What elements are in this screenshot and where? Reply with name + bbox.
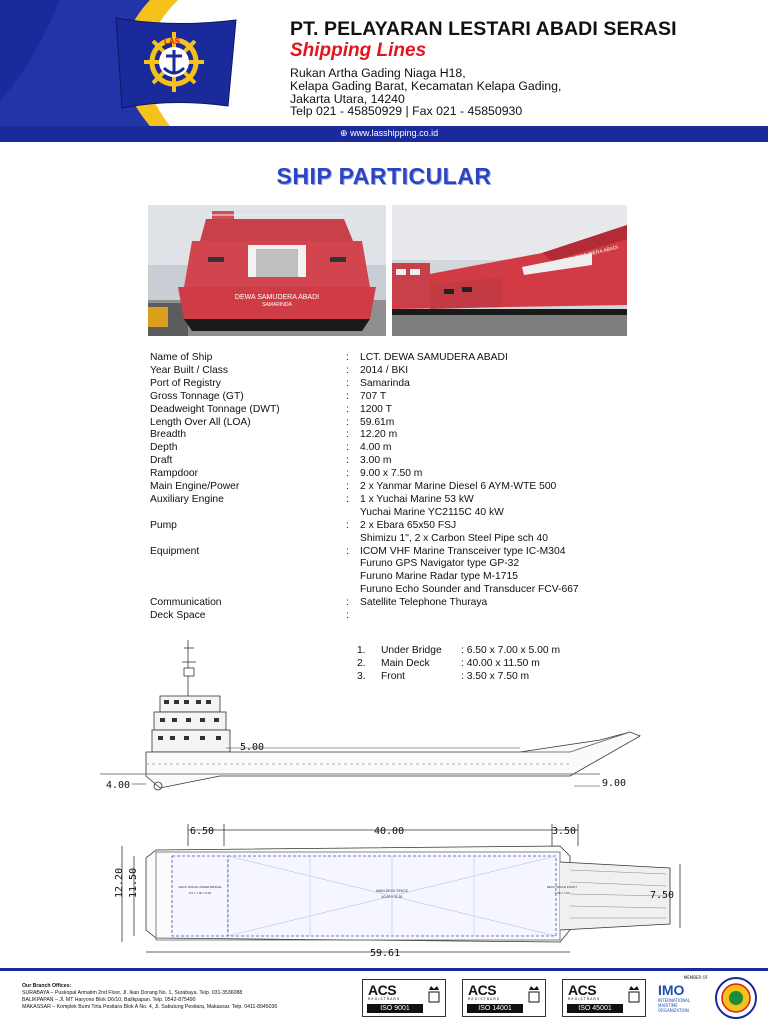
colon-separator: : xyxy=(346,597,349,609)
colon-separator: : xyxy=(346,390,349,402)
cert-iso: ISO 9001 xyxy=(367,1004,423,1013)
colon-separator: : xyxy=(346,442,349,454)
colon-separator: : xyxy=(346,377,349,389)
website-bar xyxy=(0,126,768,142)
ukas-crown-icon xyxy=(627,984,641,1006)
particular-value: LCT. DEWA SAMUDERA ABADI xyxy=(360,352,508,363)
cert-iso: ISO 45001 xyxy=(567,1004,623,1013)
ship-drawings xyxy=(100,636,700,966)
particular-label: Draft xyxy=(150,455,173,467)
cert-iso: ISO 14001 xyxy=(467,1004,523,1013)
particular-value: Furuno Echo Sounder and Transducer FCV-667 xyxy=(360,584,579,596)
branch-heading: Our Branch Offices: xyxy=(22,983,72,989)
colon-separator: : xyxy=(346,455,349,467)
svg-text:DEWA SAMUDERA ABADI: ABADI xyxy=(602,244,619,255)
particular-label: Pump xyxy=(150,519,177,531)
colon-separator: : xyxy=(346,493,349,505)
deck-space-label: Main Deck xyxy=(381,658,430,669)
imo-org-line-2: MARITIME xyxy=(658,1003,678,1008)
ukas-crown-icon xyxy=(527,984,541,1006)
company-flag-logo xyxy=(112,14,242,114)
address-line-2: Kelapa Gading Barat, Kecamatan Kelapa Gading, xyxy=(290,78,562,93)
particular-value: 2 x Ebara 65x50 FSJ xyxy=(360,519,457,531)
particular-label: Equipment xyxy=(150,545,200,557)
particular-label: Rampdoor xyxy=(150,468,199,480)
letterhead xyxy=(0,0,768,142)
painted-ship-name: DEWA SAMUDERA ABADI xyxy=(234,294,320,301)
dim-side-depth: 4.00 xyxy=(106,780,131,791)
deck-space-num: 2. xyxy=(357,658,366,669)
cert-badge-iso-45001 xyxy=(562,979,646,1017)
dim-plan-inner-breadth: 11.50 xyxy=(128,867,139,898)
particular-label: Deadweight Tonnage (DWT) xyxy=(150,403,280,415)
colon-separator: : xyxy=(346,545,349,557)
colon-separator: : xyxy=(346,610,349,621)
particular-label: Length Over All (LOA) xyxy=(150,416,251,428)
company-address xyxy=(290,67,677,118)
branch-makassar: MAKASSAR – Komplek Bumi Tirta Pesitara Blok A No. 4, Jl. Sabutung Pesitara, Makassar. Telp. 0411-8945036 xyxy=(22,1004,278,1010)
particular-value: ICOM VHF Marine Transceiver type IC-M304 xyxy=(360,545,566,557)
label-under-bridge: DECK SPACE UNDER BRIDGE xyxy=(178,885,222,889)
colon-separator: : xyxy=(346,352,349,363)
dim-side-height: 5.00 xyxy=(240,742,265,753)
dim-plan-front: 3.50 xyxy=(552,826,577,837)
colon-separator: : xyxy=(346,468,349,480)
footer-rule xyxy=(0,968,768,971)
cert-brand: ACS xyxy=(368,982,397,998)
particular-value: 3.00 m xyxy=(360,455,392,467)
ship-photo-bow xyxy=(392,205,627,336)
particular-value: 4.00 m xyxy=(360,442,392,454)
colon-separator: : xyxy=(346,519,349,531)
cert-brand: ACS xyxy=(468,982,497,998)
colon-separator: : xyxy=(346,403,349,415)
particular-value: 2 x Yanmar Marine Diesel 6 AYM-WTE 500 xyxy=(360,481,557,492)
particular-value: 12.20 m xyxy=(360,429,398,441)
cert-badge-iso-14001 xyxy=(462,979,546,1017)
branch-surabaya: SURABAYA – Puskopal Armatim 2nd Floor, Jl. Ikan Dorang No. 1, Surabaya. Telp. 031-3536088 xyxy=(22,990,243,996)
cert-brand: ACS xyxy=(568,982,597,998)
company-block xyxy=(290,18,677,118)
colon-separator: : xyxy=(346,364,349,376)
particular-value: Furuno Marine Radar type M-1715 xyxy=(360,571,518,583)
label-main-deck: MAIN DECK SPACE xyxy=(375,889,409,893)
particular-value: 2014 / BKI xyxy=(360,364,409,376)
page-title: SHIP PARTICULAR xyxy=(276,163,492,189)
dim-ramp-length: 9.00 xyxy=(602,778,627,789)
particular-label: Communication xyxy=(150,597,222,609)
branch-offices xyxy=(22,983,277,1011)
particular-label: Gross Tonnage (GT) xyxy=(150,390,244,402)
particular-value: Satellite Telephone Thuraya xyxy=(360,597,488,609)
cert-sub: REGISTRARS xyxy=(368,997,401,1001)
ministry-seal-icon xyxy=(714,976,758,1020)
particular-label: Auxiliary Engine xyxy=(150,493,224,505)
imo-logo-text: IMO xyxy=(658,982,685,998)
deck-space-value: : 3.50 x 7.50 m xyxy=(461,671,530,682)
cert-sub: REGISTRARS xyxy=(568,997,601,1001)
particular-label: Deck Space xyxy=(150,610,206,621)
globe-icon: ⊕ xyxy=(340,128,348,138)
particular-value: 1200 T xyxy=(360,403,392,415)
particular-label: Year Built / Class xyxy=(150,364,229,376)
particular-value: Furuno GPS Navigator type GP-32 xyxy=(360,558,520,570)
logo-text: LAS xyxy=(164,37,180,46)
imo-member-text: MEMBER OF xyxy=(683,975,708,980)
deck-space-value: : 40.00 x 11.50 m xyxy=(461,658,540,669)
particular-label: Name of Ship xyxy=(150,352,213,363)
ship-photo-stern xyxy=(148,205,386,336)
dim-plan-main-deck: 40.00 xyxy=(374,826,405,837)
colon-separator: : xyxy=(346,481,349,492)
particular-value: Yuchai Marine YC2115C 40 kW xyxy=(360,506,504,518)
particular-value: 707 T xyxy=(360,390,387,402)
deck-space-num: 3. xyxy=(357,671,366,682)
company-subtitle: Shipping Lines xyxy=(290,40,427,61)
particular-label: Main Engine/Power xyxy=(150,481,240,492)
particular-value: 1 x Yuchai Marine 53 kW xyxy=(360,493,474,505)
branch-balikpapan: BALIKPAPAN – Jl. MT Haryono Blok D6/10, Balikpapan. Telp. 0542-875490 xyxy=(22,997,196,1003)
imo-org-line-1: INTERNATIONAL xyxy=(658,998,691,1003)
side-profile xyxy=(100,640,640,790)
address-line-3: Jakarta Utara, 14240 xyxy=(290,91,405,106)
label-front-dim: 3.50 x 7.50 xyxy=(554,891,570,895)
label-under-bridge-dim: 6.5 x 7.00 x 5.00 xyxy=(188,891,212,895)
particular-value: Samarinda xyxy=(360,377,410,389)
cert-badge-iso-9001 xyxy=(362,979,446,1017)
deck-space-value: : 6.50 x 7.00 x 5.00 m xyxy=(461,645,561,656)
dim-plan-breadth: 12.20 xyxy=(114,867,125,898)
particular-value: 9.00 x 7.50 m xyxy=(360,468,423,480)
deck-space-label: Front xyxy=(381,671,406,682)
label-main-deck-dim: 40.00 x 11.50 xyxy=(381,895,403,899)
particular-label: Port of Registry xyxy=(150,377,221,389)
imo-member-logo xyxy=(658,975,708,1020)
colon-separator: : xyxy=(346,416,349,428)
particular-label: Breadth xyxy=(150,429,187,441)
particular-label: Depth xyxy=(150,442,178,454)
particular-value: Shimizu 1", 2 x Carbon Steel Pipe sch 40 xyxy=(360,532,548,544)
contact-line: Telp 021 - 45850929 | Fax 021 - 45850930 xyxy=(290,104,523,119)
dim-plan-ramp-width: 7.50 xyxy=(650,890,675,901)
particular-value: 59.61m xyxy=(360,416,395,428)
painted-port: SAMARINDA xyxy=(262,302,292,308)
label-front: DECK SPACE FRONT xyxy=(546,885,578,889)
company-name: PT. PELAYARAN LESTARI ABADI SERASI xyxy=(290,18,677,40)
cert-sub: REGISTRARS xyxy=(468,997,501,1001)
imo-org-line-3: ORGANIZATION xyxy=(658,1008,689,1013)
dim-plan-loa: 59.61 xyxy=(370,948,401,959)
dim-plan-under-bridge: 6.50 xyxy=(190,826,215,837)
deck-space-label: Under Bridge xyxy=(381,645,442,656)
website-link[interactable]: ⊕ www.lasshipping.co.id xyxy=(340,128,439,138)
address-line-1: Rukan Artha Gading Niaga H18, xyxy=(290,66,466,80)
deck-space-num: 1. xyxy=(357,645,366,656)
colon-separator: : xyxy=(346,429,349,441)
ukas-crown-icon xyxy=(427,984,441,1006)
